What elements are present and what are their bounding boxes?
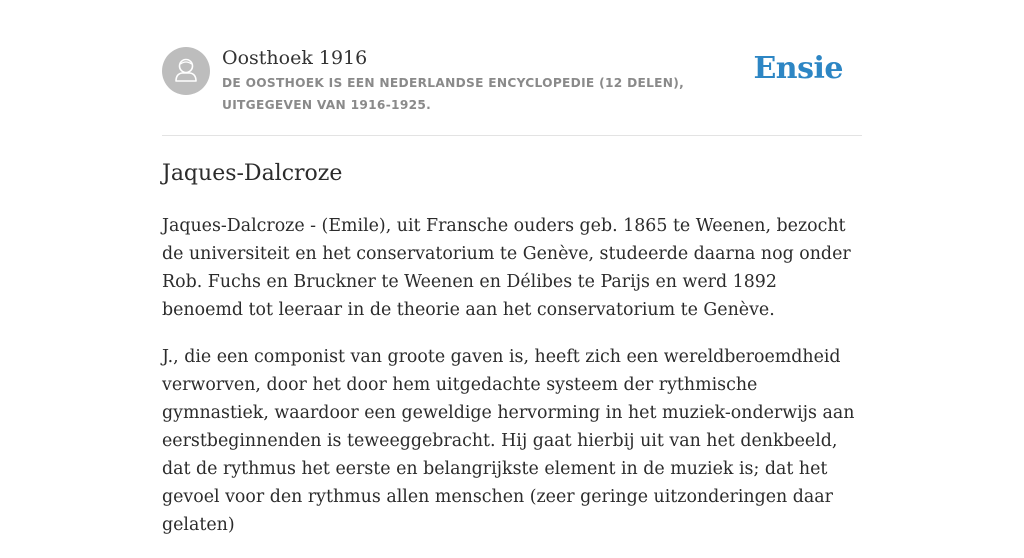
source-description: DE OOSTHOEK IS EEN NEDERLANDSE ENCYCLOPEDIE (12 DELEN), UITGEGEVEN VAN 1916-1925. (222, 76, 685, 112)
article-paragraph: Jaques-Dalcroze - (Emile), uit Fransche ouders geb. 1865 te Weenen, bezocht de universiteit en het conservatorium te Genève, studeerde daarna nog onder Rob. Fuchs en Bruckner te Weenen en Délibes te Parijs en werd 1892 benoemd tot leeraar in de theorie aan het conservatorium te Genève. (162, 216, 851, 320)
article-body (162, 212, 862, 558)
page-content (162, 0, 862, 535)
source-name[interactable]: Oosthoek 1916 (222, 47, 368, 69)
brand-logo[interactable]: Ensie (753, 51, 843, 86)
article-paragraph: J., die een componist van groote gaven is, heeft zich een wereldberoemdheid verworven, door het door hem uitgedachte systeem der rythmische gymnastiek, waardoor een geweldige hervorming in het muziek-onderwijs aan eerstbeginnenden is teweeggebracht. Hij gaat hierbij uit van het denkbeeld, dat de rythmus het eerste en belangrijkste element in de muziek is; dat het gevoel voor den rythmus allen menschen (zeer geringe uitzonderingen daar gelaten) (162, 347, 855, 535)
user-icon (162, 47, 210, 95)
article-title: Jaques-Dalcroze (162, 161, 343, 186)
source-header (162, 0, 862, 136)
